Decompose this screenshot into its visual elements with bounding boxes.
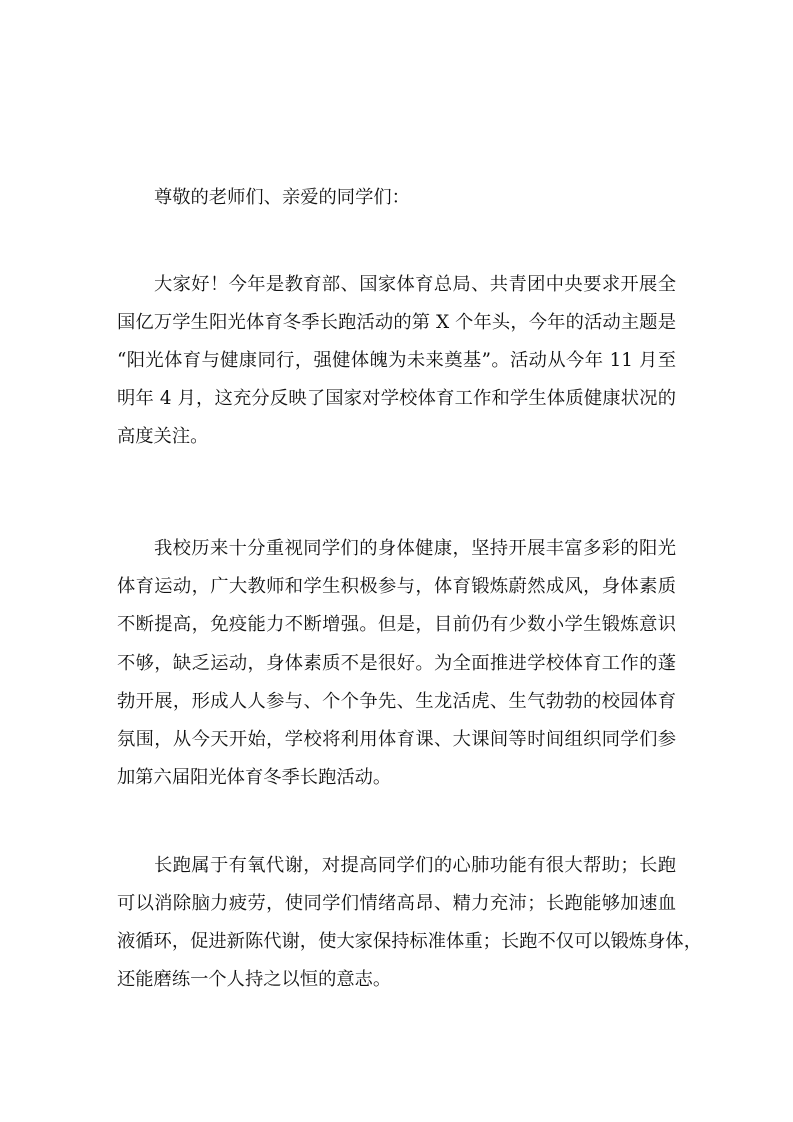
paragraph-1-line-5: 高度关注。 [117, 426, 209, 447]
paragraph-2-line-4: 不够，缺乏运动，身体素质不是很好。为全面推进学校体育工作的蓬 [117, 653, 676, 674]
paragraph-3-line-1: 长跑属于有氧代谢，对提高同学们的心肺功能有很大帮助；长跑 [154, 855, 676, 876]
paragraph-1-line-4: 明年 4 月，这充分反映了国家对学校体育工作和学生体质健康状况的 [117, 388, 676, 409]
paragraph-3-line-3: 液循环，促进新陈代谢，使大家保持标准体重；长跑不仅可以锻炼身体， [117, 931, 702, 952]
paragraph-2-line-7: 加第六届阳光体育冬季长跑活动。 [117, 767, 392, 788]
paragraph-2-line-5: 勃开展，形成人人参与、个个争先、生龙活虎、生气勃勃的校园体育 [117, 691, 676, 712]
paragraph-1-line-2: 国亿万学生阳光体育冬季长跑活动的第 X 个年头，今年的活动主题是 [117, 312, 676, 333]
paragraph-1-line-3: “阳光体育与健康同行，强健体魄为未来奠基”。活动从今年 11 月至 [117, 350, 676, 371]
paragraph-2-line-1: 我校历来十分重视同学们的身体健康，坚持开展丰富多彩的阳光 [154, 538, 676, 559]
paragraph-1-line-1: 大家好！今年是教育部、国家体育总局、共青团中央要求开展全 [154, 274, 676, 295]
paragraph-3-line-2: 可以消除脑力疲劳，使同学们情绪高昂、精力充沛；长跑能够加速血 [117, 893, 676, 914]
paragraph-2-line-6: 氛围，从今天开始，学校将利用体育课、大课间等时间组织同学们参 [117, 729, 676, 750]
paragraph-3-line-4: 还能磨练一个人持之以恒的意志。 [117, 969, 392, 990]
paragraph-2-line-3: 不断提高，免疫能力不断增强。但是，目前仍有少数小学生锻炼意识 [117, 614, 676, 635]
paragraph-2-line-2: 体育运动，广大教师和学生积极参与，体育锻炼蔚然成风，身体素质 [117, 576, 676, 597]
greeting: 尊敬的老师们、亲爱的同学们： [154, 187, 410, 208]
